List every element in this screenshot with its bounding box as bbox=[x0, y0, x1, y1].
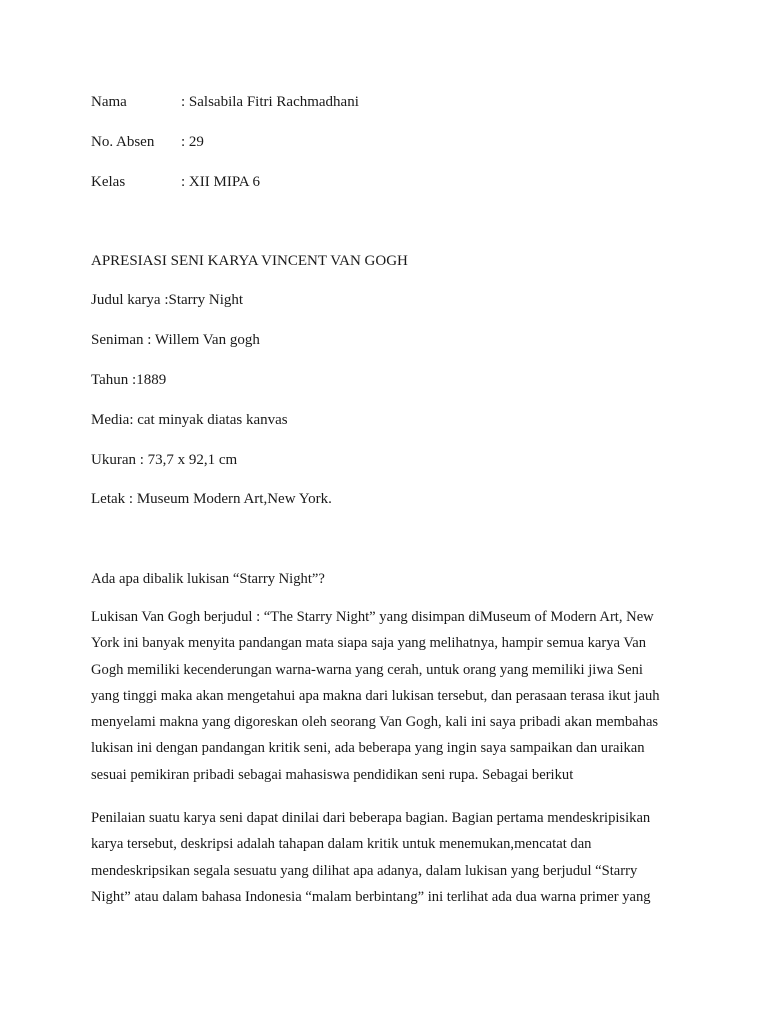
paragraph-intro bbox=[91, 604, 681, 788]
paragraph-line: Penilaian suatu karya seni dapat dinilai dari beberapa bagian. Bagian pertama mendeskripisikan bbox=[91, 810, 651, 826]
absen-label: No. Absen bbox=[91, 134, 155, 150]
artwork-media: Media: cat minyak diatas kanvas bbox=[91, 412, 288, 428]
paragraph-line: Night” atau dalam bahasa Indonesia “malam berbintang” ini terlihat ada dua warna primer yang bbox=[91, 888, 651, 905]
paragraph-line: karya tersebut, deskripsi adalah tahapan dalam kritik untuk menemukan,mencatat dan bbox=[91, 836, 592, 853]
paragraph-line: Lukisan Van Gogh berjudul : “The Starry Night” yang disimpan diMuseum of Modern Art, New bbox=[91, 609, 654, 625]
paragraph-assessment bbox=[91, 805, 681, 910]
paragraph-line: Gogh memiliki kecenderungan warna-warna yang cerah, untuk orang yang memiliki jiwa Seni bbox=[91, 661, 643, 678]
absen-value: : 29 bbox=[181, 134, 204, 150]
paragraph-line: lukisan ini dengan pandangan kritik seni, ada beberapa yang ingin saya sampaikan dan uraikan bbox=[91, 740, 645, 757]
paragraph-line: York ini banyak menyita pandangan mata siapa saja yang melihatnya, hampir semua karya Van bbox=[91, 635, 647, 652]
section-question: Ada apa dibalik lukisan “Starry Night”? bbox=[91, 571, 325, 587]
artwork-title: Judul karya :Starry Night bbox=[91, 292, 244, 308]
kelas-value: : XII MIPA 6 bbox=[181, 174, 261, 190]
paragraph-line: yang tinggi maka akan mengetahui apa makna dari lukisan tersebut, dan perasaan terasa ikut jauh bbox=[91, 687, 660, 704]
artwork-size: Ukuran : 73,7 x 92,1 cm bbox=[91, 452, 238, 468]
paragraph-line: mendeskripsikan segala sesuatu yang dilihat apa adanya, dalam lukisan yang berjudul “Starry bbox=[91, 862, 638, 879]
kelas-row bbox=[91, 173, 260, 191]
artwork-location: Letak : Museum Modern Art,New York. bbox=[91, 491, 332, 507]
paragraph-line: sesuai pemikiran pribadi sebagai mahasiswa pendidikan seni rupa. Sebagai berikut bbox=[91, 766, 574, 783]
name-value: : Salsabila Fitri Rachmadhani bbox=[181, 94, 359, 110]
name-row bbox=[91, 93, 359, 111]
paragraph-line: menyelami makna yang digoreskan oleh seorang Van Gogh, kali ini saya pribadi akan membahas bbox=[91, 714, 659, 731]
artwork-year: Tahun :1889 bbox=[91, 372, 167, 388]
document-heading: APRESIASI SENI KARYA VINCENT VAN GOGH bbox=[91, 253, 408, 269]
artwork-artist: Seniman : Willem Van gogh bbox=[91, 332, 260, 348]
kelas-label: Kelas bbox=[91, 174, 126, 190]
name-label: Nama bbox=[91, 94, 127, 110]
absen-row bbox=[91, 133, 204, 151]
